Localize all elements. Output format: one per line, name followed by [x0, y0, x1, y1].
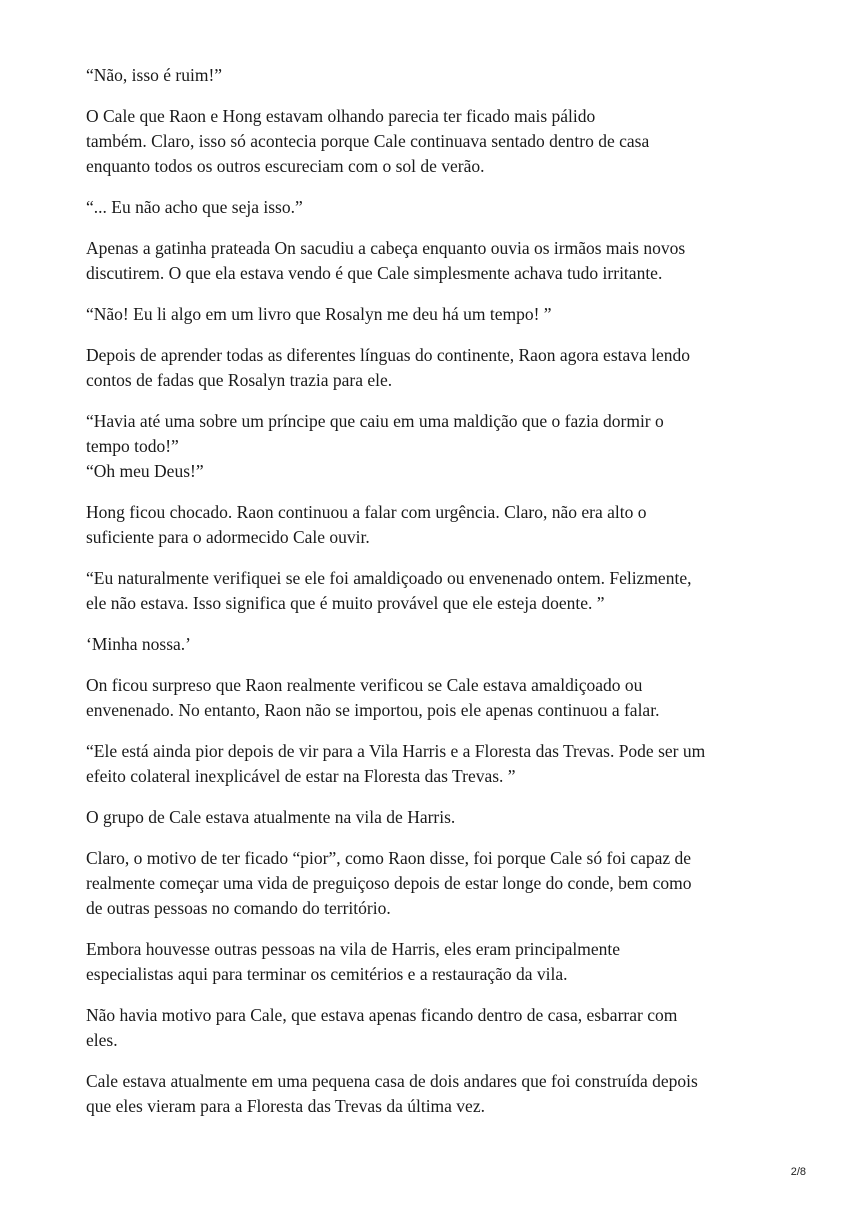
text-line: Embora houvesse outras pessoas na vila de Harris, eles eram principalmente — [86, 939, 621, 959]
text-line: discutirem. O que ela estava vendo é que Cale simplesmente achava tudo irritante. — [86, 263, 663, 283]
paragraph — [86, 805, 786, 830]
text-line: “Não, isso é ruim!” — [86, 65, 223, 85]
text-line: Não havia motivo para Cale, que estava apenas ficando dentro de casa, esbarrar com — [86, 1005, 678, 1025]
text-line: O grupo de Cale estava atualmente na vila de Harris. — [86, 807, 456, 827]
text-line: envenenado. No entanto, Raon não se importou, pois ele apenas continuou a falar. — [86, 700, 660, 720]
paragraph — [86, 632, 786, 657]
text-line: Depois de aprender todas as diferentes línguas do continente, Raon agora estava lendo — [86, 345, 691, 365]
paragraph — [86, 409, 786, 484]
paragraph — [86, 63, 786, 88]
text-line: também. Claro, isso só acontecia porque Cale continuava sentado dentro de casa — [86, 131, 650, 151]
text-line: “Ele está ainda pior depois de vir para a Vila Harris e a Floresta das Trevas. Pode ser um — [86, 741, 706, 761]
text-line: enquanto todos os outros escureciam com o sol de verão. — [86, 156, 485, 176]
paragraph — [86, 500, 786, 550]
paragraph — [86, 236, 786, 286]
paragraph — [86, 343, 786, 393]
text-line: realmente começar uma vida de preguiçoso depois de estar longe do conde, bem como — [86, 873, 692, 893]
paragraph — [86, 302, 786, 327]
text-line: Hong ficou chocado. Raon continuou a falar com urgência. Claro, não era alto o — [86, 502, 647, 522]
document-body — [86, 63, 786, 1135]
text-line: suficiente para o adormecido Cale ouvir. — [86, 527, 370, 547]
page-number: 2/8 — [790, 1166, 806, 1178]
paragraph — [86, 1069, 786, 1119]
text-line: contos de fadas que Rosalyn trazia para ele. — [86, 370, 393, 390]
paragraph — [86, 1003, 786, 1053]
paragraph — [86, 846, 786, 921]
text-line: “Havia até uma sobre um príncipe que caiu em uma maldição que o fazia dormir o — [86, 411, 664, 431]
text-line: “... Eu não acho que seja isso.” — [86, 197, 303, 217]
paragraph — [86, 937, 786, 987]
text-line: eles. — [86, 1030, 118, 1050]
text-line: ele não estava. Isso significa que é muito provável que ele esteja doente. ” — [86, 593, 605, 613]
text-line: de outras pessoas no comando do território. — [86, 898, 391, 918]
text-line: que eles vieram para a Floresta das Trevas da última vez. — [86, 1096, 485, 1116]
text-line: O Cale que Raon e Hong estavam olhando parecia ter ficado mais pálido — [86, 106, 596, 126]
text-line: On ficou surpreso que Raon realmente verificou se Cale estava amaldiçoado ou — [86, 675, 643, 695]
text-line: Claro, o motivo de ter ficado “pior”, como Raon disse, foi porque Cale só foi capaz de — [86, 848, 692, 868]
paragraph — [86, 673, 786, 723]
text-line: Apenas a gatinha prateada On sacudiu a cabeça enquanto ouvia os irmãos mais novos — [86, 238, 686, 258]
text-line: “Não! Eu li algo em um livro que Rosalyn me deu há um tempo! ” — [86, 304, 552, 324]
paragraph — [86, 566, 786, 616]
text-line: especialistas aqui para terminar os cemitérios e a restauração da vila. — [86, 964, 568, 984]
text-line: ‘Minha nossa.’ — [86, 634, 191, 654]
text-line: “Eu naturalmente verifiquei se ele foi amaldiçoado ou envenenado ontem. Felizmente, — [86, 568, 692, 588]
paragraph — [86, 739, 786, 789]
paragraph — [86, 104, 786, 179]
text-line: “Oh meu Deus!” — [86, 461, 204, 481]
text-line: tempo todo!” — [86, 436, 179, 456]
paragraph — [86, 195, 786, 220]
text-line: efeito colateral inexplicável de estar na Floresta das Trevas. ” — [86, 766, 516, 786]
text-line: Cale estava atualmente em uma pequena casa de dois andares que foi construída depois — [86, 1071, 698, 1091]
